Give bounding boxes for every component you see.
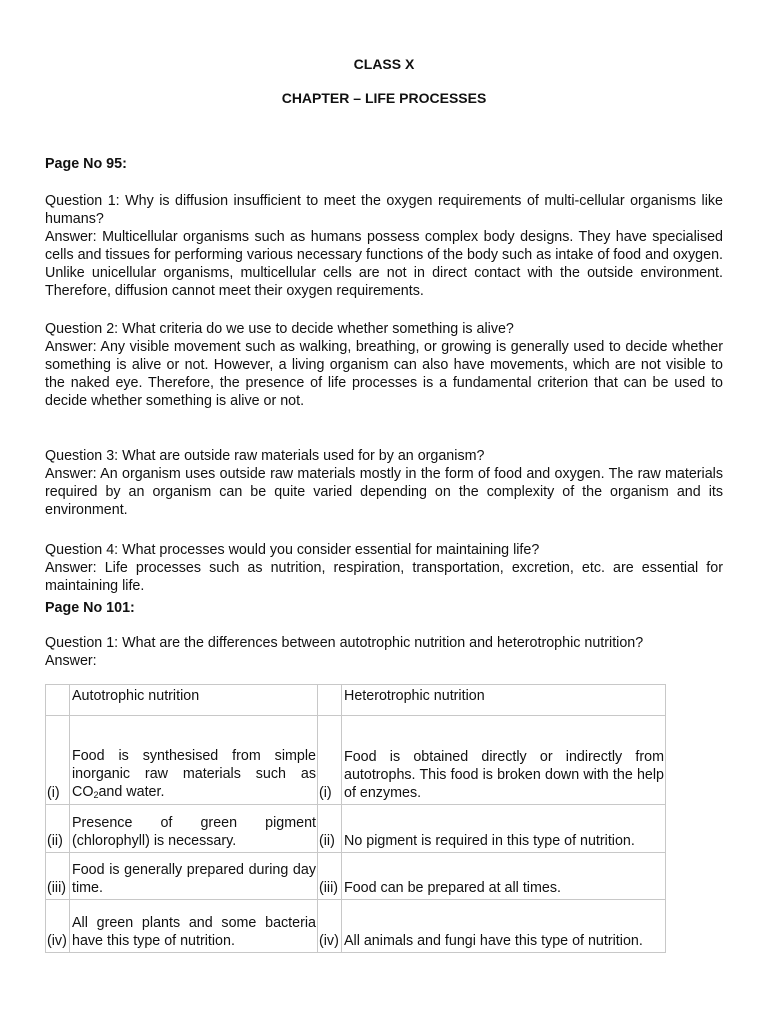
qa-block-101-1 — [45, 634, 723, 670]
autotrophic-header: Autotrophic nutrition — [70, 685, 318, 716]
heterotrophic-cell: All animals and fungi have this type of nutrition. — [342, 900, 666, 953]
heterotrophic-cell: Food can be prepared at all times. — [342, 853, 666, 900]
table-cell — [46, 685, 70, 716]
heterotrophic-cell: Food is obtained directly or indirectly from autotrophs. This food is broken down with the help of enzymes. — [342, 716, 666, 805]
autotrophic-cell: Presence of green pigment (chlorophyll) is necessary. — [70, 805, 318, 853]
chapter-title: CHAPTER – LIFE PROCESSES — [281, 90, 487, 106]
question-text: Question 1: Why is diffusion insufficient to meet the oxygen requirements of multi-cellular organisms like humans? — [45, 193, 723, 227]
row-index: (ii) — [46, 805, 70, 853]
class-title: CLASS X — [353, 56, 415, 72]
table-row — [46, 805, 666, 853]
question-text: Question 2: What criteria do we use to decide whether something is alive? — [45, 321, 514, 337]
row-index: (iii) — [46, 853, 70, 900]
autotrophic-cell: All green plants and some bacteria have this type of nutrition. — [70, 900, 318, 953]
heterotrophic-header: Heterotrophic nutrition — [342, 685, 666, 716]
answer-text: Answer: An organism uses outside raw materials mostly in the form of food and oxygen. The raw materials required by an organism can be quite varied depending on the complexity of the organism and its environment. — [45, 466, 723, 518]
nutrition-comparison-table — [45, 684, 666, 953]
row-index: (i) — [318, 716, 342, 805]
table-header-row — [46, 685, 666, 716]
qa-block-1 — [45, 192, 723, 300]
qa-block-3 — [45, 447, 723, 519]
answer-text: Answer: — [45, 653, 97, 669]
table-row — [46, 900, 666, 953]
row-index: (iii) — [318, 853, 342, 900]
qa-block-4 — [45, 541, 723, 595]
qa-block-2 — [45, 320, 723, 410]
page-label-101: Page No 101: — [45, 600, 135, 616]
row-index: (iv) — [46, 900, 70, 953]
row-index: (i) — [46, 716, 70, 805]
table-row — [46, 853, 666, 900]
row-index: (ii) — [318, 805, 342, 853]
answer-text: Answer: Life processes such as nutrition, respiration, transportation, excretion, etc. are essential for maintaining life. — [45, 560, 723, 594]
table-cell — [318, 685, 342, 716]
answer-text: Answer: Any visible movement such as walking, breathing, or growing is generally used to decide whether something is alive or not. However, a living organism can also have movements, which are not visible to the naked eye. Therefore, the presence of life processes is a fundamental criterion that can be used to decide whether something is alive or not. — [45, 339, 723, 409]
row-index: (iv) — [318, 900, 342, 953]
page-label-95: Page No 95: — [45, 156, 127, 172]
autotrophic-cell: Food is synthesised from simple inorganic raw materials such as $CO_2and$ water. — [70, 716, 318, 805]
table-row — [46, 716, 666, 805]
question-text: Question 1: What are the differences between autotrophic nutrition and heterotrophic nutrition? — [45, 635, 644, 651]
autotrophic-cell: Food is generally prepared during day time. — [70, 853, 318, 900]
question-text: Question 3: What are outside raw materials used for by an organism? — [45, 448, 485, 464]
answer-text: Answer: Multicellular organisms such as humans possess complex body designs. They have specialised cells and tissues for performing various necessary functions of the body such as intake of food and oxygen. Unlike unicellular organisms, multicellular cells are not in direct contact with the outside environment. Therefore, diffusion cannot meet their oxygen requirements. — [45, 229, 723, 299]
question-text: Question 4: What processes would you consider essential for maintaining life? — [45, 542, 540, 558]
heterotrophic-cell: No pigment is required in this type of nutrition. — [342, 805, 666, 853]
